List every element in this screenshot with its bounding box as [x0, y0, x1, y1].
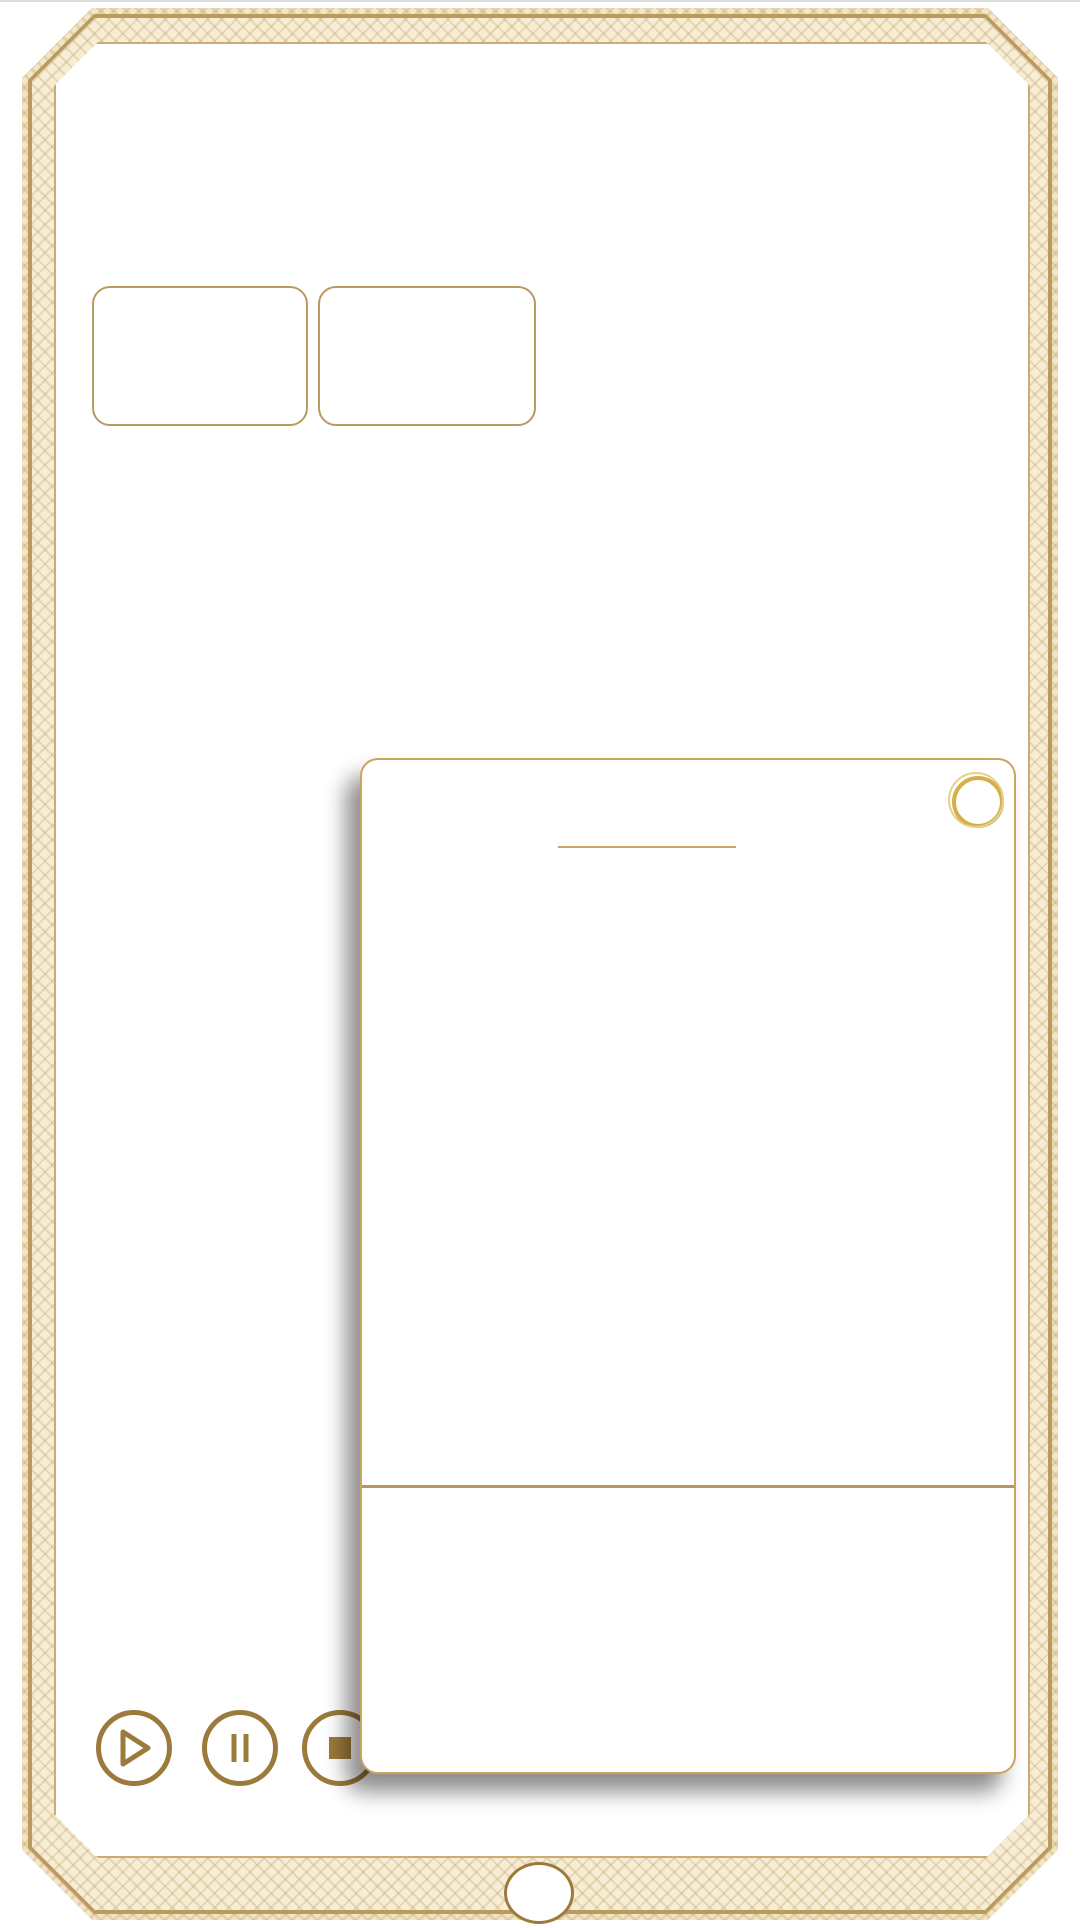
lesson-title-box	[318, 286, 536, 426]
stop-icon	[323, 1731, 357, 1765]
page-number	[504, 1862, 574, 1924]
lesson-subtitle-box	[92, 286, 308, 426]
play-icon	[117, 1729, 151, 1767]
pause-button[interactable]	[202, 1710, 278, 1786]
title-underline	[558, 846, 736, 848]
instructions-dialog	[360, 758, 1016, 1774]
dialog-separator	[362, 1485, 1014, 1488]
status-divider	[0, 0, 1080, 2]
pause-icon	[225, 1730, 255, 1766]
close-button[interactable]	[952, 776, 1004, 828]
play-button[interactable]	[96, 1710, 172, 1786]
